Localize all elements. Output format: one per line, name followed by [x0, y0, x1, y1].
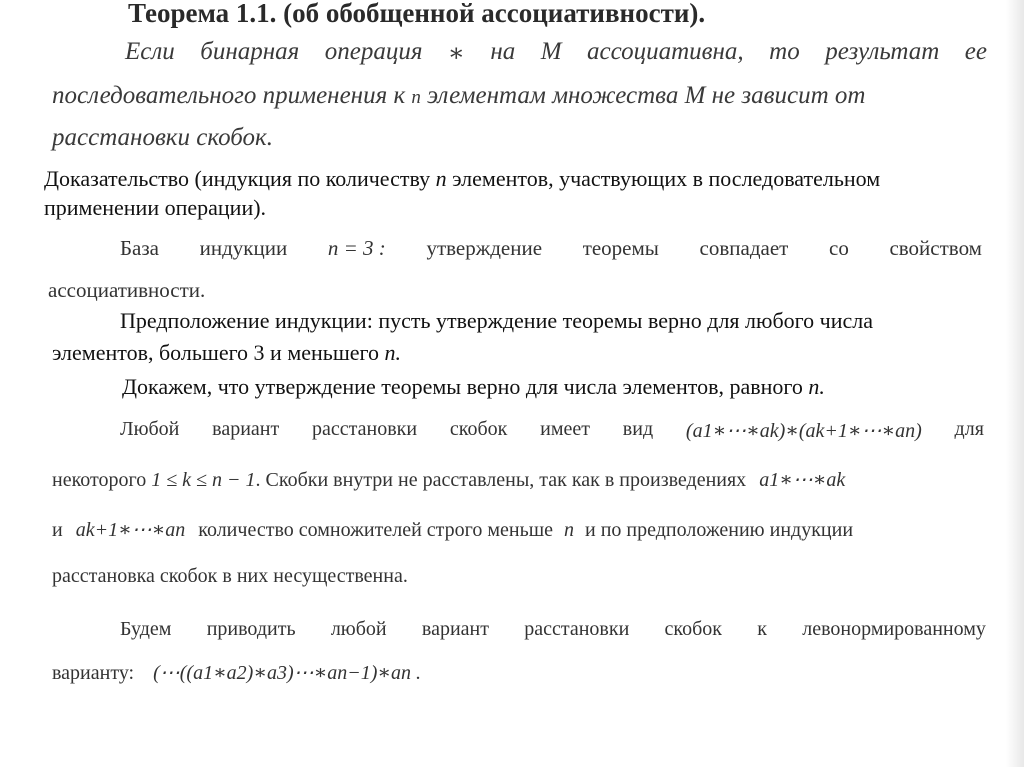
statement-word: результат — [825, 38, 940, 65]
base-word: утверждение — [426, 236, 543, 260]
k-range-formula: 1 ≤ k ≤ n − 1 — [151, 469, 256, 491]
proof-intro-line-2: применении операции). — [44, 195, 267, 220]
statement-text: последовательного применения к — [52, 82, 406, 109]
induction-hypothesis-line-1: Предположение индукции: пусть утверждение теоремы верно для любого числа — [120, 308, 873, 333]
base-formula: n = 3 : — [327, 236, 386, 260]
normalize-word: вариант — [421, 618, 489, 640]
induction-hypothesis-line-2 — [52, 340, 401, 366]
variant-text: и по предположению индукции — [585, 519, 854, 541]
variant-line-2 — [52, 467, 845, 492]
proof-text: элементов, участвующих в последовательном — [452, 166, 881, 191]
variant-text: количество сомножителей строго меньше — [198, 519, 554, 541]
page-edge-shadow — [1006, 0, 1024, 767]
claim-text: Докажем, что утверждение теоремы верно для числа элементов, равного — [122, 374, 803, 399]
hypothesis-text: элементов, большего 3 и меньшего — [52, 340, 380, 365]
statement-word: бинарная — [200, 38, 300, 65]
variant-line-1 — [120, 418, 984, 443]
base-word: свойством — [889, 236, 982, 260]
theorem-statement-line-1 — [125, 38, 987, 68]
statement-word: Если — [125, 38, 175, 65]
variable-n: n — [564, 519, 575, 541]
base-word: теоремы — [582, 236, 659, 260]
variant-word: расстановки — [312, 418, 418, 440]
variant-word: Любой — [120, 418, 180, 440]
induction-step-claim — [122, 374, 825, 400]
variant-text: некоторого — [52, 469, 147, 491]
statement-word: на — [490, 38, 516, 65]
proof-text: Доказательство (индукция по количеству — [44, 166, 431, 191]
set-symbol: M — [540, 38, 562, 65]
normalize-word: любой — [330, 618, 387, 640]
induction-base-line-2: ассоциативности. — [48, 278, 206, 302]
statement-word: ее — [964, 38, 987, 65]
normalize-text: варианту: — [52, 662, 135, 684]
variable-n: n. — [384, 340, 402, 365]
variant-word: для — [954, 418, 984, 440]
split-formula: (a1∗⋯∗ak)∗(ak+1∗⋯∗an) — [685, 420, 922, 442]
induction-base-line-1 — [120, 236, 982, 261]
theorem-statement-line-2 — [52, 82, 865, 110]
base-word: индукции — [199, 236, 288, 260]
base-word: База — [120, 236, 159, 260]
statement-word: то — [769, 38, 800, 65]
variant-text: и — [52, 519, 63, 541]
normalize-word: Будем — [120, 618, 172, 640]
normalize-word: левонормированному — [802, 618, 986, 640]
normalize-word: расстановки — [524, 618, 630, 640]
variable-n: n — [411, 87, 421, 108]
variant-word: вариант — [212, 418, 280, 440]
theorem-title: Теорема 1.1. (об обобщенной ассоциативности). — [128, 0, 706, 28]
variable-n: n — [435, 166, 447, 191]
operation-symbol: ∗ — [447, 40, 465, 67]
proof-intro-line-1 — [44, 166, 880, 192]
variant-word: имеет — [540, 418, 591, 440]
variant-word: скобок — [449, 418, 508, 440]
variant-line-3 — [52, 517, 853, 542]
statement-word: операция — [324, 38, 423, 65]
left-product-formula: a1∗⋯∗ak — [759, 469, 846, 491]
normalize-word: скобок — [664, 618, 723, 640]
normalize-word: к — [757, 618, 767, 640]
statement-text: элементам множества М не зависит от — [427, 82, 866, 109]
variant-line-4: расстановка скобок в них несущественна. — [52, 565, 408, 587]
base-word: совпадает — [699, 236, 789, 260]
variant-text: . Скобки внутри не расставлены, так как в произведениях — [255, 469, 747, 491]
normalize-word: приводить — [206, 618, 296, 640]
variant-word: вид — [622, 418, 654, 440]
left-normalized-line-1 — [120, 618, 986, 641]
statement-word: ассоциативна, — [587, 38, 744, 65]
base-word: со — [829, 236, 849, 260]
right-product-formula: ak+1∗⋯∗an — [75, 519, 186, 541]
left-normalized-line-2 — [52, 660, 421, 685]
left-normalized-formula: (⋯((a1∗a2)∗a3)⋯∗an−1)∗an . — [153, 662, 421, 684]
variable-n: n. — [808, 374, 825, 399]
theorem-statement-line-3: расстановки скобок. — [52, 124, 273, 151]
